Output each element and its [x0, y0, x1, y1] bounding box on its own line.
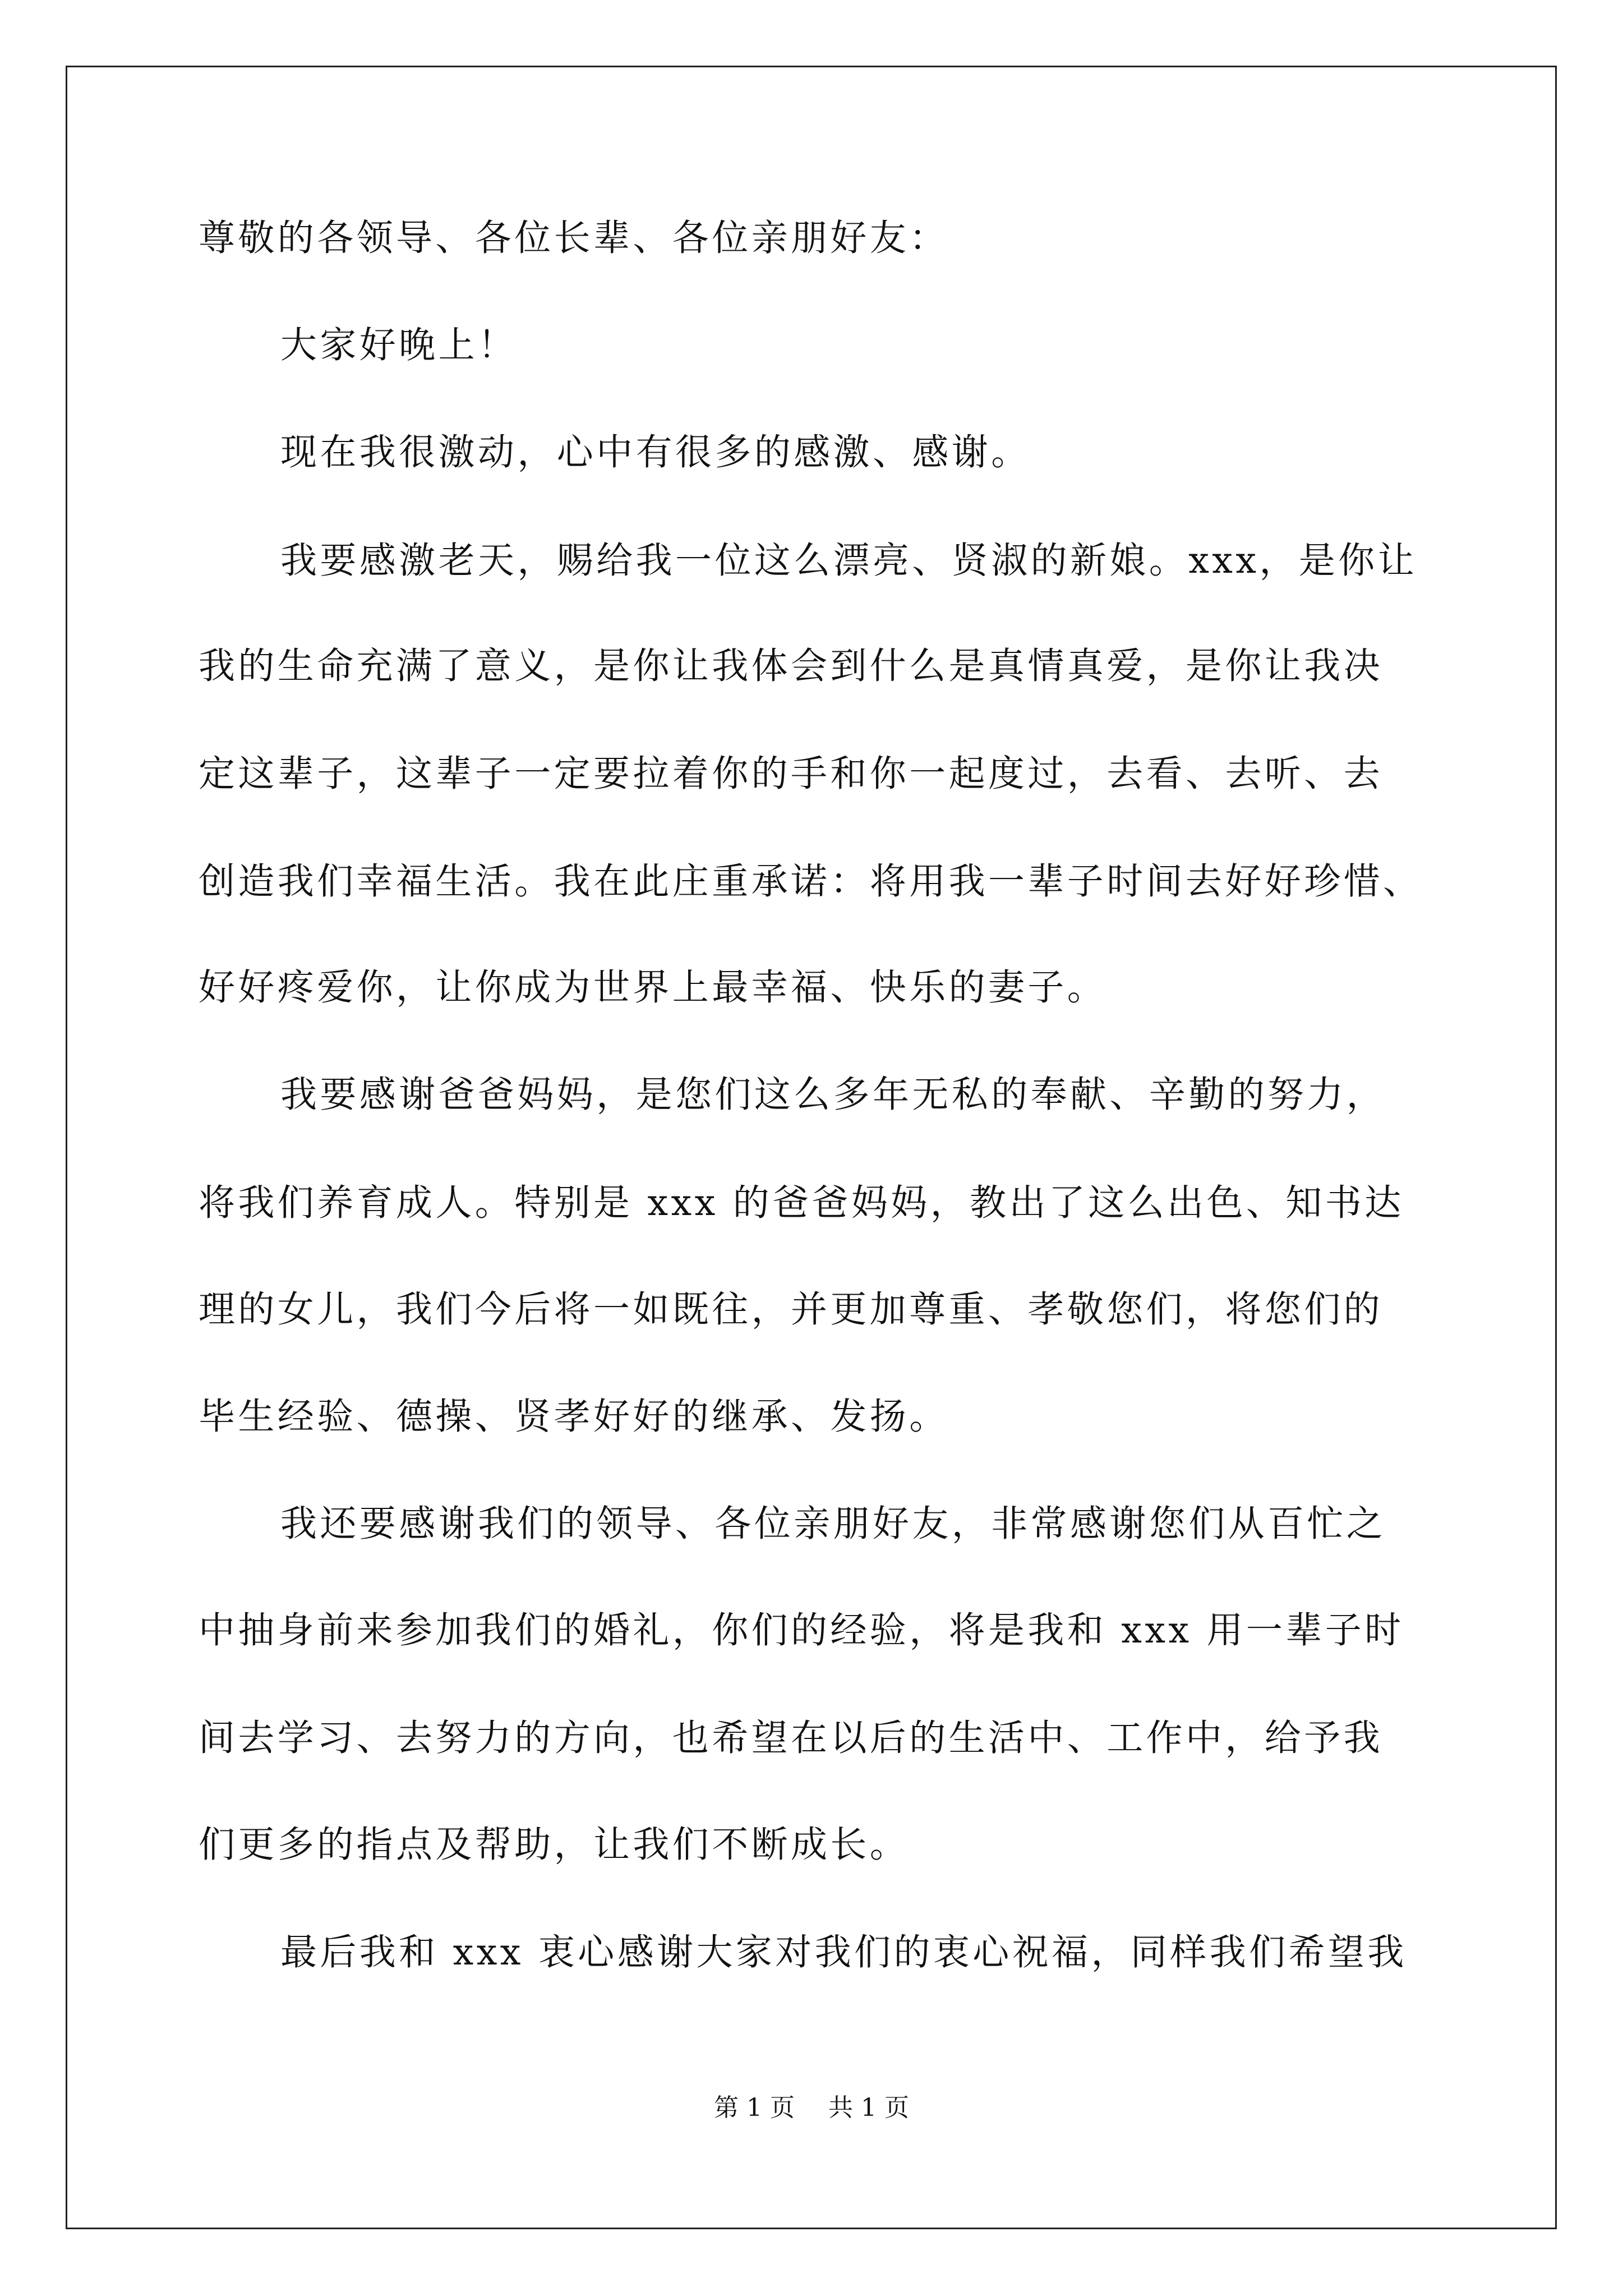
text-line-salutation: 尊敬的各领导、各位长辈、各位亲朋好友：	[199, 217, 949, 259]
text-line: 定这辈子，这辈子一定要拉着你的手和你一起度过，去看、去听、去	[199, 753, 1384, 795]
text-line: 中抽身前来参加我们的婚礼，你们的经验，将是我和 xxx 用一辈子时	[199, 1609, 1404, 1651]
text-line: 我要感谢爸爸妈妈，是您们这么多年无私的奉献、辛勤的努力，	[280, 1074, 1386, 1116]
text-line: 创造我们幸福生活。我在此庄重承诺：将用我一辈子时间去好好珍惜、	[199, 861, 1423, 903]
page-frame	[66, 66, 1557, 2229]
text-line: 间去学习、去努力的方向，也希望在以后的生活中、工作中，给予我	[199, 1717, 1384, 1759]
text-line: 将我们养育成人。特别是 xxx 的爸爸妈妈，教出了这么出色、知书达	[199, 1182, 1404, 1224]
page-total: 共 1 页	[828, 2093, 909, 2122]
text-line: 现在我很激动，心中有很多的感激、感谢。	[280, 431, 1031, 473]
text-line: 最后我和 xxx 衷心感谢大家对我们的衷心祝福，同样我们希望我	[280, 1931, 1407, 1973]
text-line: 大家好晚上！	[280, 324, 518, 366]
text-line: 好好疼爱你，让你成为世界上最幸福、快乐的妻子。	[199, 967, 1107, 1009]
text-line: 我的生命充满了意义，是你让我体会到什么是真情真爱，是你让我决	[199, 645, 1384, 687]
page-footer	[0, 2091, 1623, 2125]
text-line: 我要感激老天，赐给我一位这么漂亮、贤淑的新娘。xxx，是你让	[280, 540, 1417, 582]
text-line: 们更多的指点及帮助，让我们不断成长。	[199, 1824, 910, 1866]
text-line: 毕生经验、德操、贤孝好好的继承、发扬。	[199, 1396, 949, 1438]
text-line: 我还要感谢我们的领导、各位亲朋好友，非常感谢您们从百忙之	[280, 1503, 1386, 1545]
text-line: 理的女儿，我们今后将一如既往，并更加尊重、孝敬您们，将您们的	[199, 1289, 1384, 1331]
page-number: 第 1 页	[714, 2093, 795, 2122]
